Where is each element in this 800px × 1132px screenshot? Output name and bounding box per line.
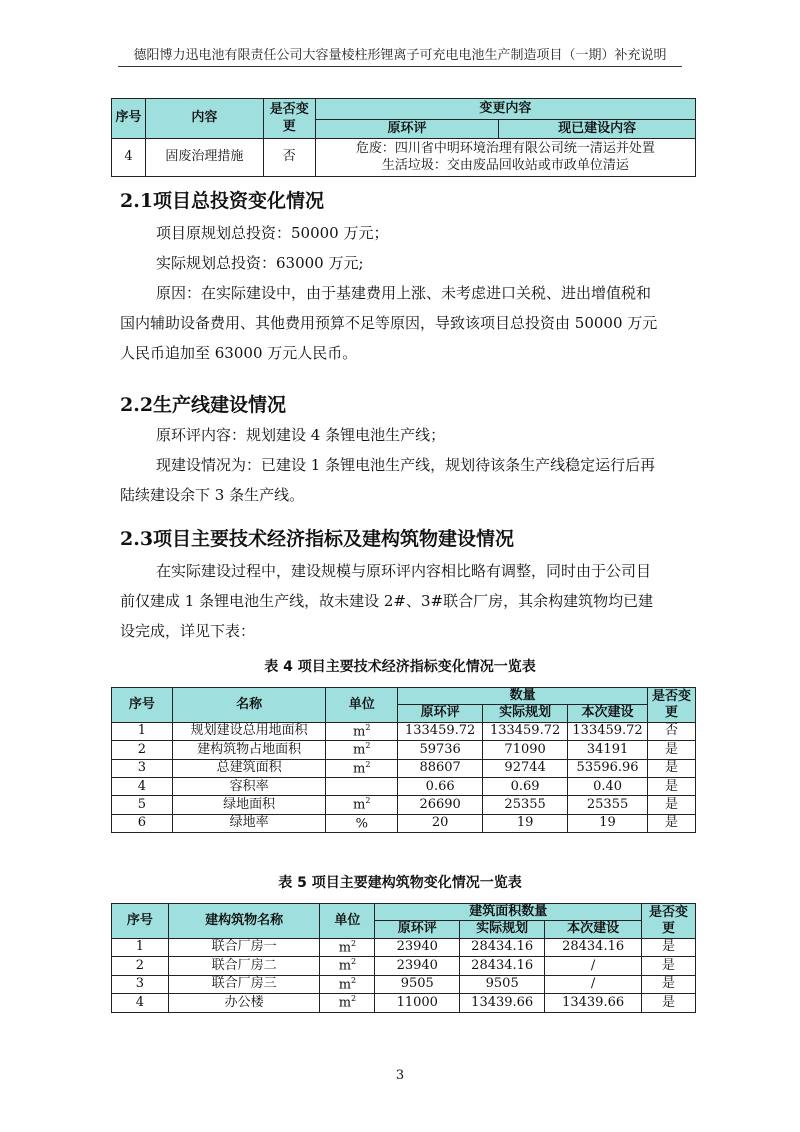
t4-cell-name: 容积率 — [172, 778, 326, 796]
table-solid-waste — [111, 98, 696, 177]
t4-cell-name: 绿地率 — [172, 814, 326, 833]
table-4-body — [112, 722, 696, 833]
t5-cell-changed: 是 — [642, 938, 696, 957]
paragraph-reason-line: 人民币追加至 63000 万元人民币。 — [120, 344, 358, 362]
t5-cell-planned: 9505 — [460, 975, 545, 994]
table-cell-content: 固废治理措施 — [145, 139, 263, 177]
t4-header-original: 原环评 — [398, 705, 483, 722]
t4-cell-name: 绿地面积 — [172, 796, 326, 815]
t4-header-current: 本次建设 — [568, 705, 648, 722]
t4-header-quantity: 数量 — [398, 688, 648, 705]
paragraph-current-status-line: 陆续建设余下 3 条生产线。 — [120, 486, 305, 504]
col-header-no: 序号 — [112, 99, 146, 139]
t4-cell-unit: % — [326, 814, 398, 833]
t4-cell-current: 34191 — [568, 741, 648, 760]
t4-cell-unit: $m^2$ — [326, 741, 398, 760]
paragraph-adjustment-line: 设完成，详见下表： — [120, 622, 256, 640]
col-header-changed: 是否变更 — [263, 99, 315, 139]
t4-cell-no: 3 — [112, 759, 173, 778]
paragraph-reason-line: 国内辅助设备费用、其他费用预算不足等原因，导致该项目总投资由 50000 万元 — [120, 314, 658, 332]
t4-cell-planned: 25355 — [483, 796, 568, 815]
t4-cell-current: 19 — [568, 814, 648, 833]
t5-header-name: 建构筑物名称 — [168, 904, 320, 939]
t4-cell-changed: 是 — [648, 759, 696, 778]
header-rule — [118, 66, 682, 67]
t4-cell-unit: $m^2$ — [326, 722, 398, 741]
col-header-original: 原环评 — [315, 120, 499, 139]
paragraph-current-status-line: 现建设情况为：已建设 1 条锂电池生产线，规划待该条生产线稳定运行后再 — [156, 456, 656, 474]
t4-cell-original: 20 — [398, 814, 483, 833]
section-heading-2-3: 2.3项目主要技术经济指标及建构筑物建设情况 — [120, 528, 515, 550]
t5-cell-planned: 13439.66 — [460, 994, 545, 1013]
t5-header-planned: 实际规划 — [460, 921, 545, 938]
t4-header-changed: 是否变更 — [648, 688, 696, 723]
t5-cell-original: 23940 — [375, 957, 460, 976]
col-header-built: 现已建设内容 — [499, 120, 696, 139]
section-heading-2-1: 2.1项目总投资变化情况 — [120, 190, 325, 212]
t4-cell-current: 53596.96 — [568, 759, 648, 778]
col-header-change-content: 变更内容 — [315, 99, 695, 120]
t4-cell-name: 建构筑物占地面积 — [172, 741, 326, 760]
t4-cell-original: 88607 — [398, 759, 483, 778]
table-5-body — [112, 938, 696, 1012]
t4-cell-planned: 92744 — [483, 759, 568, 778]
t4-cell-original: 133459.72 — [398, 722, 483, 741]
waste-hazardous-line: 危废：四川省中明环境治理有限公司统一清运并处置 — [355, 141, 655, 157]
section-2-1-body — [120, 218, 685, 368]
t4-cell-no: 1 — [112, 722, 173, 741]
t4-cell-unit: $m^2$ — [326, 759, 398, 778]
t5-cell-changed: 是 — [642, 975, 696, 994]
t4-cell-planned: 133459.72 — [483, 722, 568, 741]
t4-header-no: 序号 — [112, 688, 173, 723]
t4-cell-original: 26690 — [398, 796, 483, 815]
t5-header-current: 本次建设 — [545, 921, 642, 938]
t4-cell-changed: 是 — [648, 741, 696, 760]
paragraph-original-investment: 项目原规划总投资：50000 万元； — [156, 224, 389, 242]
t5-header-area: 建筑面积数量 — [375, 904, 642, 921]
paragraph-adjustment-line: 在实际建设过程中，建设规模与原环评内容相比略有调整，同时由于公司目 — [156, 562, 652, 580]
t5-cell-current: / — [545, 975, 642, 994]
paragraph-original-plan: 原环评内容：规划建设 4 条锂电池生产线； — [156, 426, 446, 444]
t4-header-unit: 单位 — [326, 688, 398, 723]
t5-cell-original: 23940 — [375, 938, 460, 957]
t4-cell-no: 2 — [112, 741, 173, 760]
t4-cell-planned: 71090 — [483, 741, 568, 760]
t5-cell-no: 2 — [112, 957, 169, 976]
t4-cell-name: 总建筑面积 — [172, 759, 326, 778]
section-2-3-body — [120, 556, 685, 646]
t5-header-original: 原环评 — [375, 921, 460, 938]
t4-cell-original: 0.66 — [398, 778, 483, 796]
t5-cell-name: 联合厂房二 — [168, 957, 320, 976]
t5-cell-no: 4 — [112, 994, 169, 1013]
t4-cell-name: 规划建设总用地面积 — [172, 722, 326, 741]
table-4-indicators — [111, 687, 696, 833]
t4-cell-changed: 是 — [648, 778, 696, 796]
t4-cell-changed: 否 — [648, 722, 696, 741]
table-cell-no: 4 — [112, 139, 146, 177]
t4-cell-unit — [326, 778, 398, 796]
t4-cell-changed: 是 — [648, 814, 696, 833]
table-5-structures — [111, 903, 696, 1013]
t5-cell-no: 1 — [112, 938, 169, 957]
t5-header-no: 序号 — [112, 904, 169, 939]
t5-cell-unit: $m^2$ — [320, 938, 375, 957]
t4-cell-original: 59736 — [398, 741, 483, 760]
t4-cell-no: 6 — [112, 814, 173, 833]
table-cell-changed: 否 — [263, 139, 315, 177]
t5-cell-current: / — [545, 957, 642, 976]
table-5-caption: 表 5 项目主要建构筑物变化情况一览表 — [278, 875, 522, 891]
t5-cell-changed: 是 — [642, 994, 696, 1013]
t5-header-unit: 单位 — [320, 904, 375, 939]
section-2-2-body — [120, 420, 685, 510]
paragraph-actual-investment: 实际规划总投资：63000 万元; — [156, 254, 364, 272]
t5-cell-current: 28434.16 — [545, 938, 642, 957]
t5-cell-planned: 28434.16 — [460, 938, 545, 957]
t5-cell-unit: $m^2$ — [320, 957, 375, 976]
page-number: 3 — [395, 1068, 405, 1083]
table-cell-change-content — [315, 139, 695, 177]
paragraph-reason-line: 原因：在实际建设中，由于基建费用上涨、未考虑进口关税、进出增值税和 — [156, 284, 652, 302]
t4-cell-unit: $m^2$ — [326, 796, 398, 815]
t4-header-planned: 实际规划 — [483, 705, 568, 722]
col-header-content: 内容 — [145, 99, 263, 139]
t4-cell-current: 0.40 — [568, 778, 648, 796]
t5-cell-name: 办公楼 — [168, 994, 320, 1013]
paragraph-adjustment-line: 前仅建成 1 条锂电池生产线，故未建设 2#、3#联合厂房，其余构建筑物均已建 — [120, 592, 654, 610]
t4-cell-no: 5 — [112, 796, 173, 815]
waste-domestic-line: 生活垃圾：交由废品回收站或市政单位清运 — [381, 157, 629, 173]
t5-cell-current: 13439.66 — [545, 994, 642, 1013]
section-heading-2-2: 2.2生产线建设情况 — [120, 394, 287, 416]
t5-cell-name: 联合厂房三 — [168, 975, 320, 994]
t5-cell-no: 3 — [112, 975, 169, 994]
table-4-caption: 表 4 项目主要技术经济指标变化情况一览表 — [264, 659, 536, 675]
page-header: 德阳博力迅电池有限责任公司大容量棱柱形锂离子可充电电池生产制造项目（一期）补充说明 — [133, 48, 667, 63]
t5-header-changed: 是否变更 — [642, 904, 696, 939]
t4-cell-planned: 0.69 — [483, 778, 568, 796]
t5-cell-unit: $m^2$ — [320, 975, 375, 994]
t4-header-name: 名称 — [172, 688, 326, 723]
t4-cell-no: 4 — [112, 778, 173, 796]
t5-cell-planned: 28434.16 — [460, 957, 545, 976]
t5-cell-unit: $m^2$ — [320, 994, 375, 1013]
t5-cell-original: 11000 — [375, 994, 460, 1013]
t4-cell-current: 25355 — [568, 796, 648, 815]
t4-cell-changed: 是 — [648, 796, 696, 815]
t4-cell-planned: 19 — [483, 814, 568, 833]
t5-cell-original: 9505 — [375, 975, 460, 994]
t5-cell-changed: 是 — [642, 957, 696, 976]
t5-cell-name: 联合厂房一 — [168, 938, 320, 957]
t4-cell-current: 133459.72 — [568, 722, 648, 741]
